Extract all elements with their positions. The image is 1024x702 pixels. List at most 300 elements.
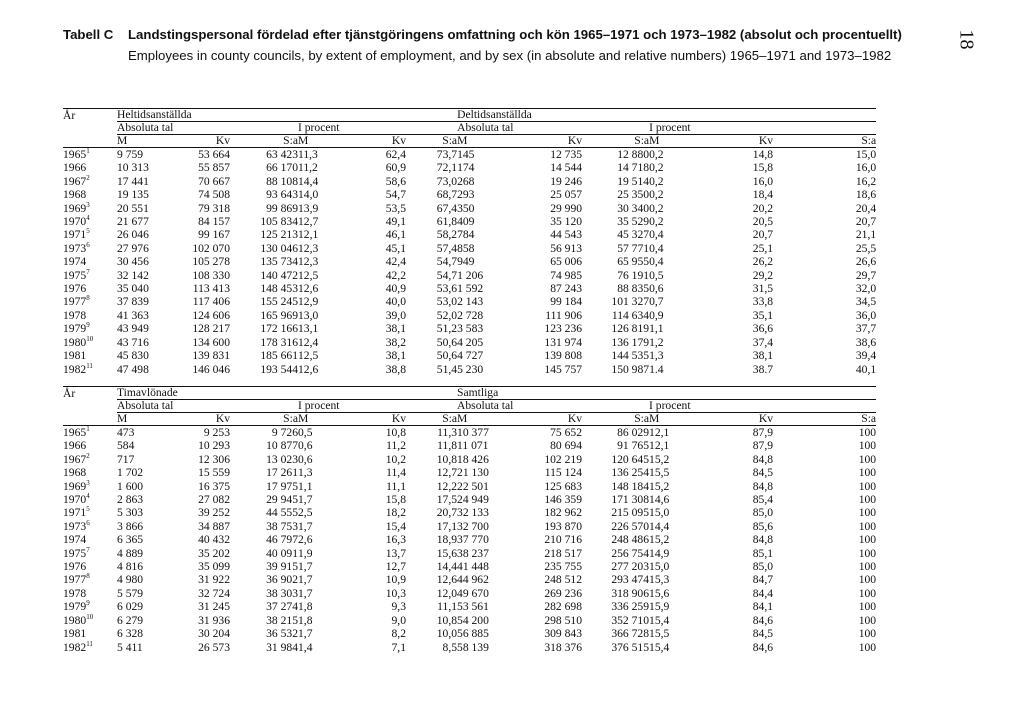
table-cell: 40 432 [198,533,230,547]
table-cell: 66 170 [266,161,298,175]
table-cell: 174 [457,161,475,175]
table-cell: 44 555 [266,506,298,520]
table-cell: 1,3 [298,466,313,480]
table-cell: 1,7 [298,573,313,587]
column-header-m: M [298,135,351,148]
table-cell: 15,4 [649,640,670,654]
table-cell: 15,2 [649,533,670,547]
table-cell: 32 133 [457,506,489,520]
table-cell: 91 765 [617,439,650,453]
table-cell: 1,4 [298,640,313,654]
table-cell: 125 213 [260,228,298,242]
row-year: 1978 [63,586,87,600]
table-cell: 145 757 [544,362,583,376]
table-cell: 88 108 [266,174,298,188]
table-cell: 15,0 [649,506,670,520]
table-cell: 10,9 [385,573,406,587]
table-cell: 14,0 [298,188,319,202]
table-cell: 139 808 [544,349,583,363]
table-cell: 20,7 [855,215,877,229]
table-cell: 12 735 [550,148,583,161]
table-cell: 84,5 [752,627,774,641]
table-row [63,573,876,586]
table-cell: 25 350 [617,188,650,202]
footnote-marker: 9 [86,321,90,330]
table-cell: 0,5 [298,426,313,439]
table-cell: 6 328 [117,627,144,641]
table-cell: 366 728 [611,627,650,641]
table-cell: 14,9 [649,546,670,560]
table-cell: 31 984 [266,640,298,654]
table-cell: 193 544 [260,362,298,376]
table-cell: 126 819 [611,322,650,336]
column-header-m: M [649,413,709,426]
table-cell: 0,6 [298,439,313,453]
table-cell: 88 835 [617,282,650,296]
table-cell: 113 413 [192,282,230,296]
table-cell: 784 [457,228,475,242]
table-cell: 10,8 [385,426,406,439]
table-cell: 172 166 [260,322,298,336]
table-cell: 44 543 [550,228,583,242]
table-row [63,228,876,241]
table-cell: 146 359 [544,493,583,507]
table-cell: 40,0 [385,295,406,309]
table-cell: 54,7 [436,255,458,269]
table-cell: 40 091 [266,546,298,560]
table-cell: 0,5 [649,268,664,282]
table-cell: 248 486 [611,533,650,547]
group-header-samtliga: Samtliga [457,387,876,400]
table-cell: 20,2 [752,201,774,215]
table-cell: 226 570 [611,519,650,533]
table-cell: 318 376 [544,640,583,654]
table-row [63,269,876,282]
table-cell: 14,6 [649,493,670,507]
table-cell: 51,4 [436,362,458,376]
table-cell: 409 [457,215,475,229]
table-cell: 100 [858,586,877,600]
table-cell: 15,9 [649,600,670,614]
table-cell: 18,6 [855,188,877,202]
table-cell: 282 698 [544,600,583,614]
table-cell: 38,1 [385,349,406,363]
column-header-sa: S:a [406,413,457,426]
table-cell: 99 869 [266,201,298,215]
table-cell: 38 753 [266,519,298,533]
table-cell: 93 643 [266,188,298,202]
table-cell: 38,8 [385,362,406,376]
table-row [63,560,876,573]
table-cell: 35 120 [550,215,583,229]
row-year: 1979$^9$ [63,321,90,336]
table-cell: 1,7 [298,627,313,641]
table-cell: 57,4 [436,241,458,255]
table-cell: 14,8 [752,148,774,161]
table-cell: 65 955 [617,255,650,269]
table-cell: 38 215 [266,613,298,627]
table-row [63,295,876,308]
table-cell: 12,5 [298,349,319,363]
table-cell: 0,2 [649,188,664,202]
table-cell: 38,1 [752,349,774,363]
column-header-sa: S:a [582,135,649,148]
table-cell: 84,6 [752,613,774,627]
table-cell: 18,4 [752,188,774,202]
table-cell: 4 727 [457,349,484,363]
row-year: 1970$^4$ [63,214,90,229]
title-swedish: Landstingspersonal fördelad efter tjänstgöringens omfattning och kön 1965–1971 och 1973–1982 (absolut och procentuellt) [128,27,902,42]
table-cell: 55 857 [198,161,230,175]
table-cell: 171 308 [611,493,650,507]
table-cell: 19 246 [550,174,583,188]
table-cell: 100 [858,452,877,466]
table-cell: 26 573 [198,640,230,654]
table-cell: 136 254 [611,466,650,480]
table-cell: 57 771 [617,241,650,255]
table-cell: 136 179 [611,335,650,349]
table-cell: 36,0 [855,308,877,322]
table-cell: 146 046 [192,362,230,376]
footnote-marker: 10 [86,334,94,343]
table-cell: 15,0 [649,560,670,574]
row-year: 1982$^{11}$ [63,639,93,654]
table-cell: 5 230 [457,362,484,376]
table-cell: 15,2 [649,452,670,466]
footnote-marker: 2 [86,173,90,182]
row-year: 1968 [63,188,87,202]
column-header-kv: Kv [168,135,230,148]
table-row [63,188,876,201]
table-cell: 12,0 [436,586,458,600]
table-cell: 17,1 [436,519,458,533]
table-cell: 1 600 [117,479,144,493]
column-header-kv: Kv [709,135,773,148]
table-cell: 15,5 [649,627,670,641]
table-row [63,336,876,349]
table-cell: 145 [457,148,475,161]
table-cell: 12,1 [649,439,670,453]
table-cell: 131 974 [544,335,583,349]
table-cell: 144 535 [611,349,650,363]
table-cell: 10 313 [117,161,149,175]
table-cell: 5 303 [117,506,144,520]
table-cell: 32 142 [117,268,149,282]
table-cell: 1 702 [117,466,144,480]
table-cell: 10,0 [436,627,458,641]
table-cell: 11,3 [298,148,318,161]
table-cell: 1 206 [457,268,484,282]
row-year: 1982$^{11}$ [63,361,93,376]
table-cell: 41 448 [457,560,489,574]
row-year: 1967$^2$ [63,451,90,466]
table-cell: 35 529 [617,215,650,229]
row-year: 1979$^9$ [63,599,90,614]
row-year: 1980$^{10}$ [63,612,94,627]
table-cell: 26 046 [117,228,149,242]
table-cell: 37,4 [752,335,774,349]
table-cell: 19 514 [617,174,650,188]
table-cell: 85,6 [752,519,774,533]
table-cell: 42,4 [385,255,406,269]
table-cell: 0,6 [298,452,313,466]
footnote-marker: 11 [86,639,93,648]
table-cell: 26,2 [752,255,774,269]
table-cell: 12,1 [298,228,319,242]
table-cell: 117 406 [192,295,230,309]
table-cell: 15,2 [649,479,670,493]
table-cell: 35,1 [752,308,774,322]
table-cell: 18,2 [385,506,406,520]
table-cell: 53,5 [385,201,406,215]
row-year: 1975$^7$ [63,545,90,560]
table-cell: 25,5 [855,241,877,255]
table-cell: 13,0 [298,308,319,322]
table-cell: 16,0 [855,161,877,175]
row-year: 1973$^6$ [63,518,90,533]
table-row [63,363,876,376]
table-cell: 6 279 [117,613,144,627]
table-cell: 717 [117,452,135,466]
table-cell: 41 363 [117,308,149,322]
table-cell: 268 [457,174,475,188]
table-cell: 58,2 [436,228,458,242]
table-cell: 218 517 [544,546,583,560]
table-cell: 21 130 [457,466,489,480]
row-year: 1980$^{10}$ [63,334,94,349]
table-cell: 13,9 [298,201,319,215]
table-cell: 193 870 [544,519,583,533]
table-cell: 14 718 [617,161,650,175]
table-cell: 53,0 [436,295,458,309]
table-cell: 2 143 [457,295,484,309]
table-cell: 35 202 [198,546,230,560]
table-cell: 10 377 [457,426,489,439]
table-cell: 11,3 [437,426,458,439]
table-cell: 7,1 [391,640,406,654]
table-cell: 111 906 [545,308,583,322]
table-cell: 17,5 [436,493,458,507]
table-cell: 15,8 [385,493,406,507]
table-cell: 128 217 [192,322,230,336]
table-cell: 10,8 [436,452,458,466]
table-cell: 130 046 [260,241,298,255]
table-cell: 277 203 [611,560,650,574]
footnote-marker: 9 [86,599,90,608]
table-row [63,439,876,452]
subheader-absolute: Absoluta tal [117,122,298,135]
table-cell: 12 306 [198,452,230,466]
table-row [63,600,876,613]
table-cell: 100 [858,426,877,439]
column-header-year [63,135,117,148]
row-year: 1969$^3$ [63,200,90,215]
footnote-marker: 4 [86,214,90,223]
table-cell: 39 252 [198,506,230,520]
table-cell: 53 664 [198,148,230,161]
table-cell: 114 634 [611,308,650,322]
table-cell: 85,4 [752,493,774,507]
table-cell: 84 157 [198,215,230,229]
table-cell: 134 600 [192,335,230,349]
table-cell: 22 501 [457,479,489,493]
column-header-sa: S:a [230,135,298,148]
table-cell: 1,1 [298,479,313,493]
table-cell: 75 652 [550,426,583,439]
table-cell: 0,2 [649,174,664,188]
column-header-m: M [117,135,168,148]
table-cell: 70 667 [198,174,230,188]
column-header-m: M [649,135,709,148]
table-row [63,322,876,335]
table-cell: 5 579 [117,586,144,600]
table-cell: 101 327 [611,295,650,309]
row-year: 1981 [63,627,87,641]
table-cell: 0,2 [649,148,664,161]
table-cell: 20,7 [436,506,458,520]
table-label: Tabell C [63,27,114,42]
column-header-row [63,135,876,148]
row-year: 1978 [63,308,87,322]
table-cell: 30 456 [117,255,149,269]
table-cell: 13 023 [266,452,298,466]
column-header-sa: S:a [773,135,876,148]
table-cell: 298 510 [544,613,583,627]
table-cell: 12,7 [385,560,406,574]
table-cell: 56 913 [550,241,583,255]
table-cell: 73,0 [436,174,458,188]
table-cell: 4 816 [117,560,144,574]
table-cell: 31 245 [198,600,230,614]
table-cell: 24 949 [457,493,489,507]
subheader-percent: I procent [298,122,457,135]
footnote-marker: 7 [86,267,90,276]
table-cell: 87,9 [752,426,774,439]
table-cell: 139 831 [192,349,230,363]
subheader-absolute: Absoluta tal [457,400,649,413]
table-row [63,148,876,162]
table-cell: 12,6 [436,573,458,587]
table-cell: 99 167 [198,228,230,242]
table-cell: 3 866 [117,519,144,533]
table-cell: 12,6 [298,362,319,376]
table-cell: 15,3 [649,573,670,587]
table-cell: 63 423 [266,148,298,161]
table-cell: 9,0 [391,613,406,627]
table-row [63,282,876,295]
table-cell: 84,8 [752,479,774,493]
table-cell: 36 532 [266,627,298,641]
table-cell: 40,9 [385,282,406,296]
table-cell: 215 095 [611,506,650,520]
table-cell: 62,4 [385,148,406,161]
table-row [63,533,876,546]
row-year: 1973$^6$ [63,240,90,255]
table-cell: 11,4 [386,466,406,480]
table-cell: 36 902 [266,573,298,587]
table-cell: 102 070 [192,241,230,255]
table-cell: 2,6 [298,533,313,547]
table-cell: 293 [457,188,475,202]
table-cell: 12,9 [298,295,319,309]
table-cell: 87,9 [752,439,774,453]
table-cell: 85,1 [752,546,774,560]
table-caption [63,24,913,66]
table-row [63,242,876,255]
table-cell: 15,0 [855,148,877,161]
table-cell: 56 885 [457,627,489,641]
footnote-marker: 8 [86,572,90,581]
table-cell: 100 [858,613,877,627]
table-cell: 31 936 [198,613,230,627]
table-row [63,453,876,466]
page-number: 18 [955,29,978,50]
row-year: 1966 [63,161,87,175]
table-cell: 1,7 [298,493,313,507]
table-cell: 45 327 [617,228,650,242]
table-cell: 10 293 [198,439,230,453]
table-cell: 473 [117,426,135,439]
row-year: 1976 [63,560,87,574]
table-cell: 36,6 [752,322,774,336]
table-cell: 6 029 [117,600,144,614]
table-cell: 39,4 [855,349,877,363]
footnote-marker: 2 [86,451,90,460]
table-cell: 53,6 [436,282,458,296]
footnote-marker: 8 [86,294,90,303]
table-cell: 5 411 [117,640,143,654]
table-cell: 155 245 [260,295,298,309]
column-header-m: M [457,135,510,148]
table-cell: 350 [457,201,475,215]
table-cell: 309 843 [544,627,583,641]
table-cell: 12,2 [436,479,458,493]
table-cell: 100 [858,560,877,574]
table-cell: 14,4 [436,560,458,574]
group-header-deltid: Deltidsanställda [457,109,876,122]
table-cell: 15,8 [752,161,774,175]
table-cell: 84,5 [752,466,774,480]
table-cell: 11,1 [386,479,406,493]
table-cell: 100 [858,573,877,587]
table-cell: 6 365 [117,533,144,547]
table-cell: 61,8 [436,215,458,229]
table-cell: 30 340 [617,201,650,215]
table-cell: 73,7 [436,148,458,161]
row-year: 1971$^5$ [63,505,90,520]
column-header-sa: S:a [582,413,649,426]
column-header-kv: Kv [510,413,582,426]
table-cell: 0,6 [649,282,664,296]
table-row [63,215,876,228]
table-cell: 100 [858,439,877,453]
table-row [63,161,876,174]
subheader-percent: I procent [298,400,457,413]
footnote-marker: 1 [86,425,90,433]
table-cell: 20,4 [855,201,877,215]
table-cell: 0,4 [649,241,664,255]
column-header-year [63,413,117,426]
table-cell: 86 029 [617,426,650,439]
table-cell: 26,6 [855,255,877,269]
table-row [63,614,876,627]
subheader-percent: I procent [649,400,876,413]
table-cell: 84,6 [752,640,774,654]
table-cell: 1,2 [649,335,664,349]
table-cell: 124 606 [192,308,230,322]
table-cell: 120 645 [611,452,650,466]
table-cell: 19 135 [117,188,149,202]
